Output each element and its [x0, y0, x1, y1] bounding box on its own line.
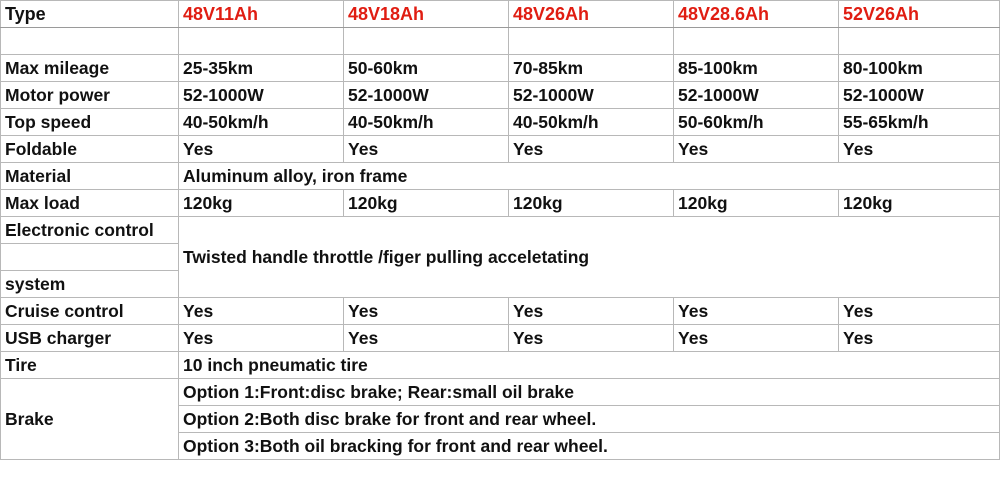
value-cell: Yes [509, 136, 674, 163]
model-name: 48V11Ah [179, 1, 344, 28]
value-cell: Yes [179, 325, 344, 352]
value-cell: Yes [344, 298, 509, 325]
value-cell: Yes [674, 325, 839, 352]
row-label: Max load [1, 190, 179, 217]
row-label: Electronic control [1, 217, 179, 244]
value-cell: 52-1000W [674, 82, 839, 109]
value-cell: Yes [839, 136, 1000, 163]
merged-value-cell: Aluminum alloy, iron frame [179, 163, 1000, 190]
empty-cell [509, 28, 674, 55]
value-cell: 85-100km [674, 55, 839, 82]
brake-option: Option 1:Front:disc brake; Rear:small oil brake [179, 379, 1000, 406]
value-cell: Yes [674, 298, 839, 325]
row-label: Tire [1, 352, 179, 379]
merged-value-cell: Twisted handle throttle /figer pulling acceletating [179, 217, 1000, 298]
value-cell: Yes [509, 325, 674, 352]
value-cell: 52-1000W [509, 82, 674, 109]
value-cell: 70-85km [509, 55, 674, 82]
value-cell: 120kg [839, 190, 1000, 217]
model-name: 48V28.6Ah [674, 1, 839, 28]
empty-cell [839, 28, 1000, 55]
empty-cell [179, 28, 344, 55]
usb-charger-row [1, 325, 1000, 352]
tire-row [1, 352, 1000, 379]
value-cell: Yes [179, 136, 344, 163]
value-cell: 40-50km/h [344, 109, 509, 136]
row-label: Cruise control [1, 298, 179, 325]
row-label: Type [1, 1, 179, 28]
value-cell: 52-1000W [839, 82, 1000, 109]
row-label: Motor power [1, 82, 179, 109]
value-cell: 52-1000W [179, 82, 344, 109]
row-label: Max mileage [1, 55, 179, 82]
value-cell: Yes [674, 136, 839, 163]
spacer-row [1, 28, 1000, 55]
row-label: Top speed [1, 109, 179, 136]
brake-row [1, 379, 1000, 406]
value-cell: 50-60km [344, 55, 509, 82]
value-cell: Yes [344, 325, 509, 352]
value-cell: 40-50km/h [179, 109, 344, 136]
value-cell: 25-35km [179, 55, 344, 82]
max-mileage-row [1, 55, 1000, 82]
row-label: Brake [1, 379, 179, 460]
brake-option: Option 3:Both oil bracking for front and rear wheel. [179, 433, 1000, 460]
value-cell: 120kg [509, 190, 674, 217]
value-cell: 55-65km/h [839, 109, 1000, 136]
max-load-row [1, 190, 1000, 217]
value-cell: Yes [839, 298, 1000, 325]
value-cell: Yes [839, 325, 1000, 352]
top-speed-row [1, 109, 1000, 136]
cruise-control-row [1, 298, 1000, 325]
foldable-row [1, 136, 1000, 163]
brake-option: Option 2:Both disc brake for front and rear wheel. [179, 406, 1000, 433]
row-label: Foldable [1, 136, 179, 163]
model-name: 48V26Ah [509, 1, 674, 28]
material-row [1, 163, 1000, 190]
empty-cell [674, 28, 839, 55]
model-name: 48V18Ah [344, 1, 509, 28]
value-cell: 120kg [674, 190, 839, 217]
row-label: USB charger [1, 325, 179, 352]
empty-cell [344, 28, 509, 55]
value-cell: 50-60km/h [674, 109, 839, 136]
value-cell: Yes [344, 136, 509, 163]
value-cell: 52-1000W [344, 82, 509, 109]
motor-power-row [1, 82, 1000, 109]
merged-value-cell: 10 inch pneumatic tire [179, 352, 1000, 379]
header-row [1, 1, 1000, 28]
value-cell: 120kg [344, 190, 509, 217]
row-label: Material [1, 163, 179, 190]
value-cell: Yes [179, 298, 344, 325]
electronic-control-row [1, 217, 1000, 244]
value-cell: 40-50km/h [509, 109, 674, 136]
value-cell: 120kg [179, 190, 344, 217]
empty-cell [1, 28, 179, 55]
value-cell: 80-100km [839, 55, 1000, 82]
row-label: system [1, 271, 179, 298]
empty-cell [1, 244, 179, 271]
model-name: 52V26Ah [839, 1, 1000, 28]
value-cell: Yes [509, 298, 674, 325]
